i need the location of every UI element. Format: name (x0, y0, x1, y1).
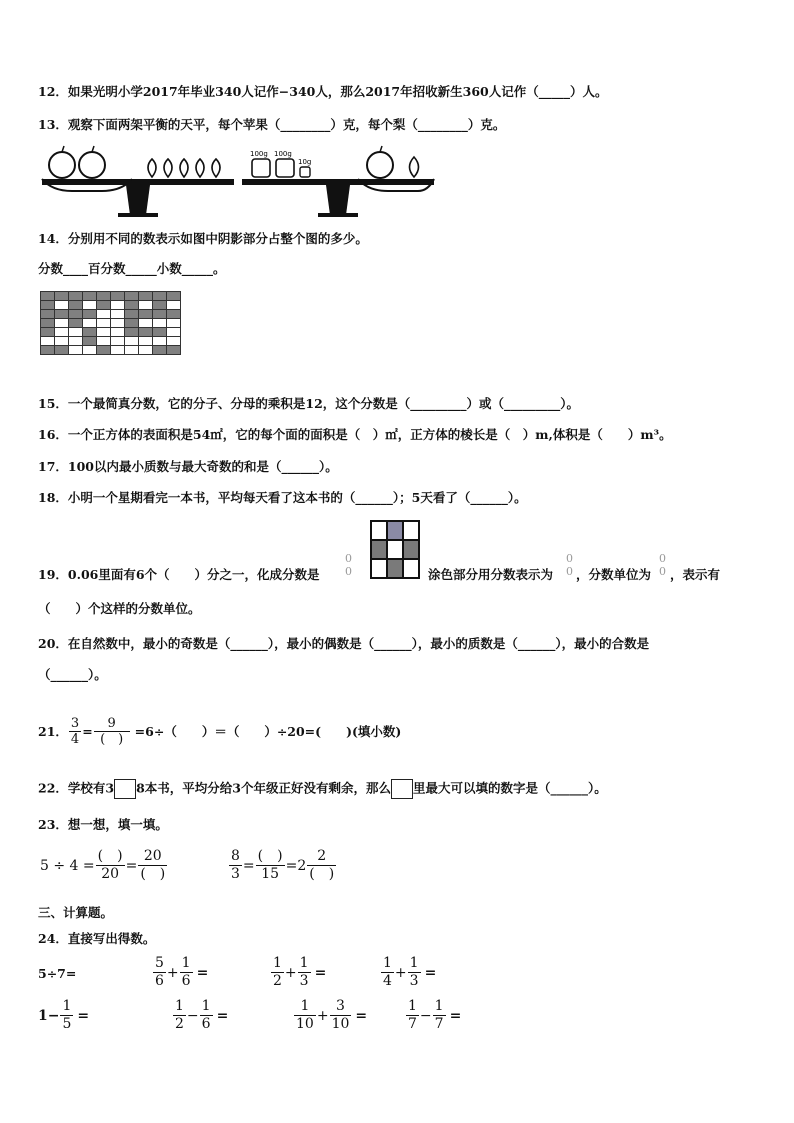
question-20-line2: （______）。 (38, 667, 107, 682)
grid-cell (83, 328, 97, 337)
grid-cell (69, 346, 83, 355)
numerator: 3 (70, 716, 80, 731)
q22-part1: 22．学校有3 (38, 780, 115, 796)
grid-cell (153, 310, 167, 319)
grid-cell (153, 319, 167, 328)
grid-cell (139, 328, 153, 337)
grid-cell (97, 292, 111, 301)
cell (403, 559, 419, 578)
numerator: 1 (273, 955, 282, 971)
denominator: 5 (62, 1016, 72, 1032)
denominator: 3 (231, 866, 240, 882)
ghost-fraction-3 (659, 552, 666, 578)
q21-rest: =6÷（ ）＝（ ）÷20=( )(填小数) (134, 723, 402, 739)
grid-cell (69, 337, 83, 346)
grid-cell (153, 337, 167, 346)
question-19-part1: 19．0.06里面有6个（ ）分之一，化成分数是 (38, 567, 320, 582)
grid-cell (111, 328, 125, 337)
numerator: 1 (409, 955, 419, 971)
grid-cell (41, 328, 55, 337)
denominator: 3 (299, 973, 309, 989)
question-24-title: 24．直接写出得数。 (38, 931, 156, 946)
denominator: 10 (296, 1016, 314, 1032)
numerator: 20 (143, 848, 162, 864)
grid-cell (69, 319, 83, 328)
cell (371, 540, 387, 559)
q24-r2c1: 1− $\frac{1}{5}$ = (38, 998, 90, 1032)
ghost-denominator: 0 (566, 565, 573, 578)
denominator: 2 (175, 1016, 184, 1032)
ghost-denominator: 0 (345, 565, 352, 578)
grid-cell (125, 337, 139, 346)
balance-scale-right-image (238, 143, 438, 217)
numerator: 1 (62, 998, 72, 1014)
grid-cell (69, 310, 83, 319)
q21-fraction-b (94, 716, 130, 747)
denominator: ( ) (309, 866, 335, 882)
numerator: 1 (299, 955, 309, 971)
question-21 (38, 716, 401, 747)
numerator: 1 (175, 998, 184, 1014)
fraction (433, 998, 446, 1033)
question-19-part4: ，表示有 (670, 567, 721, 582)
ghost-fraction-2 (566, 552, 573, 578)
question-22 (38, 779, 607, 799)
question-20: 20．在自然数中，最小的奇数是（______），最小的偶数是（______），最小的质数是（______），最小的合数是 (38, 636, 650, 651)
denominator: ( ) (100, 732, 124, 747)
grid-cell (153, 301, 167, 310)
grid-cell (55, 319, 69, 328)
grid-cell (167, 319, 181, 328)
q21-label: 21． (38, 723, 68, 739)
q23-left-lead: 5 ÷ 4 = (40, 857, 95, 874)
question-23-title: 23．想一想，填一填。 (38, 817, 168, 832)
weight-label-3: 10g (298, 158, 312, 166)
fraction (298, 955, 311, 990)
numerator: 1 (181, 955, 191, 971)
grid-cell (83, 346, 97, 355)
grid-cell (153, 328, 167, 337)
grid-cell (83, 337, 97, 346)
numerator: ( ) (257, 848, 283, 864)
grid-cell (69, 328, 83, 337)
ghost-numerator: 0 (659, 552, 666, 565)
fraction (180, 955, 193, 990)
question-19-part3: ，分数单位为 (576, 567, 652, 582)
numerator: 1 (408, 998, 417, 1014)
numerator: 1 (201, 998, 211, 1014)
grid-cell (125, 310, 139, 319)
q23-right-frac-2 (307, 848, 336, 883)
q23-right-equation: $\frac{8}{3}$ = $\frac{( )}{15}$ = 2 $\frac{2}{( )}$ (231, 848, 335, 882)
denominator: 7 (434, 1016, 444, 1032)
blank-box[interactable] (114, 779, 136, 799)
grid-cell (167, 310, 181, 319)
fraction (60, 998, 73, 1033)
grid-cell (111, 301, 125, 310)
colored-square-figure (370, 520, 420, 579)
grid-cell (97, 337, 111, 346)
weight-label-1: 100g (250, 150, 268, 158)
denominator: 6 (201, 1016, 211, 1032)
q23-right-frac-0 (229, 848, 242, 883)
question-14: 14．分别用不同的数表示如图中阴影部分占整个图的多少。 (38, 231, 368, 246)
denominator: 6 (155, 973, 164, 989)
fraction (200, 998, 213, 1033)
grid-cell (97, 319, 111, 328)
grid-cell (125, 319, 139, 328)
grid-cell (125, 292, 139, 301)
grid-cell (139, 292, 153, 301)
grid-cell (41, 292, 55, 301)
grid-cell (167, 292, 181, 301)
fraction (381, 955, 394, 990)
fraction (153, 955, 166, 990)
grid-cell (167, 346, 181, 355)
q23-left-equation: 5 ÷ 4 = $\frac{( )}{20}$ = $\frac{20}{( )}$ (40, 848, 166, 882)
fraction (406, 998, 419, 1033)
question-19-line2: （ ）个这样的分数单位。 (38, 601, 201, 616)
grid-cell (69, 301, 83, 310)
cell (371, 521, 387, 540)
grid-cell (83, 292, 97, 301)
shaded-grid-figure (40, 291, 181, 355)
numerator: 2 (317, 848, 327, 864)
grid-cell (83, 319, 97, 328)
grid-cell (55, 328, 69, 337)
denominator: 2 (273, 973, 282, 989)
grid-cell (139, 310, 153, 319)
fraction (330, 998, 352, 1033)
grid-cell (153, 292, 167, 301)
grid-cell (125, 301, 139, 310)
q21-fraction-a (69, 716, 81, 747)
denominator: 6 (181, 973, 191, 989)
q24-r1c4: $\frac{1}{4}$ + $\frac{1}{3}$ = (383, 955, 437, 989)
denominator: 20 (101, 866, 120, 882)
q24-r2c4: $\frac{1}{7}$ − $\frac{1}{7}$ = (408, 998, 462, 1032)
blank-box[interactable] (391, 779, 413, 799)
fraction (294, 998, 316, 1033)
cell (387, 540, 403, 559)
fraction (408, 955, 421, 990)
question-16: 16．一个正方体的表面积是54㎡，它的每个面的面积是（ ）㎡，正方体的棱长是（ ）m,体积是（ ）m³。 (38, 427, 672, 442)
ghost-denominator: 0 (659, 565, 666, 578)
grid-cell (41, 319, 55, 328)
grid-cell (41, 346, 55, 355)
grid-cell (83, 301, 97, 310)
numerator: 1 (434, 998, 444, 1014)
weight-label-2: 100g (274, 150, 292, 158)
grid-cell (167, 328, 181, 337)
grid-cell (111, 346, 125, 355)
grid-cell (55, 337, 69, 346)
grid-cell (139, 346, 153, 355)
fraction (173, 998, 186, 1033)
cell (387, 559, 403, 578)
question-15: 15．一个最简真分数，它的分子、分母的乘积是12，这个分数是（_________）或（_________）。 (38, 396, 580, 411)
grid-cell (167, 337, 181, 346)
denominator: 15 (261, 866, 280, 882)
q22-part2: 8本书，平均分给3个年级正好没有剩余，那么 (136, 780, 391, 796)
numerator: 5 (155, 955, 164, 971)
denominator: 3 (409, 973, 419, 989)
grid-cell (83, 310, 97, 319)
q24-r1c1: 5÷7= (38, 966, 77, 981)
numerator: 1 (300, 998, 310, 1014)
numerator: 8 (231, 848, 240, 864)
q24-r2c2: $\frac{1}{2}$ − $\frac{1}{6}$ = (175, 998, 229, 1032)
numerator: 1 (383, 955, 392, 971)
grid-cell (125, 346, 139, 355)
grid-cell (97, 328, 111, 337)
question-13: 13．观察下面两架平衡的天平，每个苹果（________）克，每个梨（________）克。 (38, 117, 506, 132)
q23-left-frac-2 (138, 848, 167, 883)
q23-right-integer: 2 (297, 857, 307, 874)
grid-cell (139, 301, 153, 310)
ghost-numerator: 0 (566, 552, 573, 565)
q24-r2c3: $\frac{1}{10}$ + $\frac{3}{10}$ = (296, 998, 368, 1032)
grid-cell (55, 301, 69, 310)
cell (403, 521, 419, 540)
section-3-heading: 三、计算题。 (38, 905, 114, 920)
denominator: ( ) (140, 866, 166, 882)
grid-cell (111, 319, 125, 328)
q24-r1c2: $\frac{5}{6}$ + $\frac{1}{6}$ = (155, 955, 209, 989)
cell (403, 540, 419, 559)
denominator: 4 (383, 973, 392, 989)
cell (371, 559, 387, 578)
denominator: 7 (408, 1016, 417, 1032)
denominator: 10 (331, 1016, 350, 1032)
grid-cell (111, 310, 125, 319)
fraction (271, 955, 284, 990)
grid-cell (41, 301, 55, 310)
cell (387, 521, 403, 540)
grid-cell (55, 310, 69, 319)
q23-left-frac-1 (96, 848, 125, 883)
grid-cell (111, 337, 125, 346)
grid-cell (97, 310, 111, 319)
numerator: 3 (336, 998, 345, 1014)
question-17: 17．100以内最小质数与最大奇数的和是（______）。 (38, 459, 338, 474)
question-14-blanks: 分数____百分数_____小数_____。 (38, 261, 226, 276)
grid-cell (55, 346, 69, 355)
grid-cell (41, 337, 55, 346)
grid-cell (69, 292, 83, 301)
question-19-part2: 涂色部分用分数表示为 (428, 567, 554, 582)
q23-right-frac-1 (256, 848, 285, 883)
question-18: 18．小明一个星期看完一本书，平均每天看了这本书的（______）；5天看了（______）。 (38, 490, 527, 505)
numerator: ( ) (97, 848, 123, 864)
balance-scale-left-image (38, 143, 238, 217)
grid-cell (125, 328, 139, 337)
grid-cell (55, 292, 69, 301)
grid-cell (97, 301, 111, 310)
grid-cell (139, 337, 153, 346)
denominator: 4 (70, 732, 80, 747)
q24-r1c3: $\frac{1}{2}$ + $\frac{1}{3}$ = (273, 955, 327, 989)
ghost-numerator: 0 (345, 552, 352, 565)
grid-cell (167, 301, 181, 310)
grid-cell (139, 319, 153, 328)
question-12: 12．如果光明小学2017年毕业340人记作−340人，那么2017年招收新生360人记作（_____）人。 (38, 84, 608, 99)
numerator: 9 (107, 716, 116, 731)
q22-part3: 里最大可以填的数字是（______）。 (413, 780, 607, 796)
equals-sign: = (82, 723, 93, 739)
grid-cell (97, 346, 111, 355)
grid-cell (153, 346, 167, 355)
ghost-fraction-1 (345, 552, 352, 578)
grid-cell (111, 292, 125, 301)
grid-cell (41, 310, 55, 319)
